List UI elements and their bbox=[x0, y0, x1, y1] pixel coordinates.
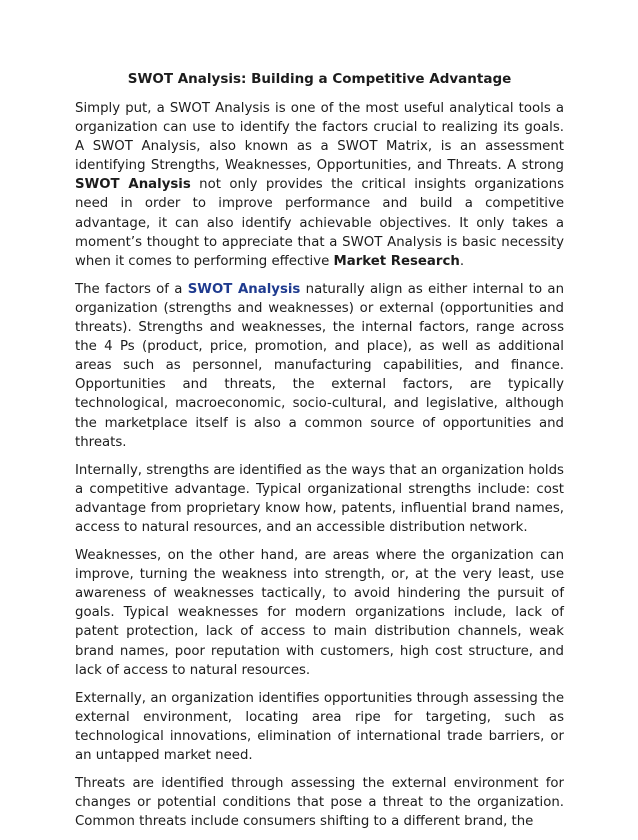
paragraph-intro bbox=[75, 99, 564, 271]
swot-analysis-link[interactable]: SWOT Analysis bbox=[187, 281, 301, 297]
keyword-swot-analysis: SWOT Analysis bbox=[75, 177, 191, 193]
paragraph-opportunities: Externally, an organization identifies opportunities through assessing the external environment, locating area ripe for targeting, such as technological innovations, elimination of international trade barriers, or an untapped market need. bbox=[75, 690, 564, 763]
paragraph-threats: Threats are identified through assessing the external environment for changes or potential conditions that pose a threat to the organization. Common threats include consumers shifting to a different brand, the bbox=[75, 776, 564, 830]
document-page bbox=[75, 70, 564, 840]
keyword-market-research: Market Research bbox=[333, 253, 460, 269]
paragraph-strengths: Internally, strengths are identified as the ways that an organization holds a competitive advantage. Typical organizational strengths include: cost advantage from proprietary know how, patents, influential brand names, access to natural resources, and an accessible distribution network. bbox=[75, 462, 564, 535]
paragraph-weaknesses: Weaknesses, on the other hand, are areas where the organization can improve, turning the weakness into strength, or, at the very least, use awareness of weaknesses tactically, to avoid hindering the pursuit of goals. Typical weaknesses for modern organizations include, lack of patent protection, lack of access to main distribution channels, weak brand names, poor reputation with customers, high cost structure, and lack of access to natural resources. bbox=[75, 548, 564, 678]
paragraph-text: Simply put, a SWOT Analysis is one of the most useful analytical tools a organization can use to identify the factors crucial to realizing its goals. A SWOT Analysis, also known as a SWOT Matrix, is an assessment identifying Strengths, Weaknesses, Opportunities, and Threats. A strong bbox=[75, 101, 564, 174]
document-title: SWOT Analysis: Building a Competitive Advantage bbox=[127, 71, 512, 87]
paragraph-factors bbox=[75, 280, 564, 452]
paragraph-text: . bbox=[459, 253, 465, 269]
paragraph-text: naturally align as either internal to an organization (strengths and weaknesses) or external (opportunities and threats). Strengths and weaknesses, the internal factors, range across the 4 Ps (product, price, promotion, and place), as well as additional areas such as personnel, manufacturing capabilities, and finance. Opportunities and threats, the external factors, are typically technological, macroeconomic, socio-cultural, and legislative, although the marketplace itself is also a common source of opportunities and threats. bbox=[75, 281, 564, 450]
paragraph-text: The factors of a bbox=[75, 281, 188, 297]
paragraph-text: not only provides the critical insights organizations need in order to improve performance and build a competitive advantage, it can also identify achievable objectives. It only takes a moment’s thought to appreciate that a SWOT Analysis is basic necessity when it comes to performing effective bbox=[75, 177, 564, 269]
